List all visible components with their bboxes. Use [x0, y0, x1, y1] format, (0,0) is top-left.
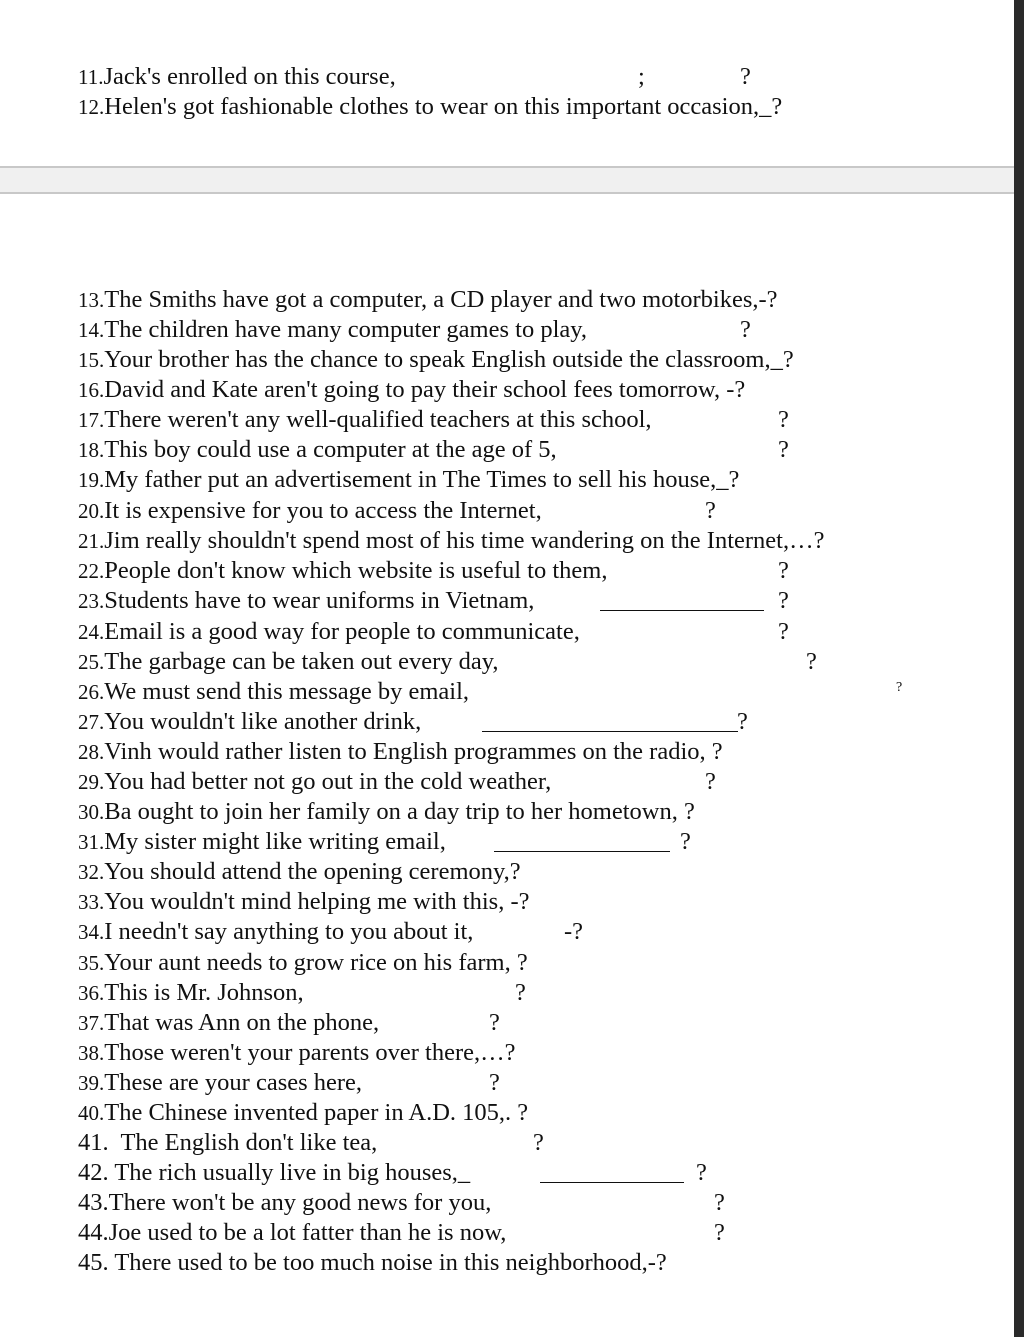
question-number: 34.: [78, 920, 105, 944]
question-mark: ?: [778, 618, 789, 645]
question-text: The children have many computer games to play,: [104, 316, 588, 343]
question-19: [78, 465, 739, 495]
question-40: [78, 1098, 528, 1128]
question-number: 19.: [78, 468, 105, 492]
answer-blank[interactable]: [494, 829, 670, 852]
question-number: 27.: [78, 710, 105, 734]
question-number: 41.: [78, 1129, 109, 1156]
question-14: [78, 315, 751, 345]
question-semicolon: ;: [638, 63, 645, 90]
question-27: [78, 707, 748, 737]
question-number: 21.: [78, 529, 105, 553]
question-number: 18.: [78, 438, 105, 462]
question-text: We must send this message by email,: [104, 678, 470, 705]
question-text: This is Mr. Johnson,: [104, 979, 304, 1006]
question-text: Your brother has the chance to speak English outside the classroom,_?: [104, 346, 794, 373]
question-number: 44.: [78, 1219, 109, 1246]
answer-blank[interactable]: [482, 709, 738, 732]
question-21: [78, 526, 824, 556]
question-29: [78, 767, 716, 797]
question-number: 43.: [78, 1189, 109, 1216]
question-mark: ?: [680, 828, 691, 855]
question-text: Vinh would rather listen to English programmes on the radio, ?: [104, 738, 723, 765]
question-text: This boy could use a computer at the age of 5,: [104, 436, 557, 463]
question-42: [78, 1158, 707, 1188]
question-text: Email is a good way for people to communicate,: [104, 618, 580, 645]
question-number: 26.: [78, 680, 105, 704]
question-16: [78, 375, 745, 405]
question-number: 11.: [78, 65, 104, 89]
question-20: [78, 496, 716, 526]
question-36: [78, 978, 526, 1008]
page-break: [0, 166, 1024, 194]
question-39: [78, 1068, 500, 1098]
question-text: People don't know which website is useful to them,: [104, 557, 608, 584]
question-number: 37.: [78, 1011, 105, 1035]
question-mark: ?: [778, 406, 789, 433]
question-37: [78, 1008, 500, 1038]
question-text: My sister might like writing email,: [104, 828, 446, 855]
question-number: 42.: [78, 1159, 109, 1186]
question-17: [78, 405, 789, 435]
window-edge: [1014, 0, 1024, 1337]
question-text: I needn't say anything to you about it,: [104, 918, 474, 945]
question-text: Joe used to be a lot fatter than he is now,: [108, 1219, 507, 1246]
question-38: [78, 1038, 515, 1068]
question-number: 40.: [78, 1101, 105, 1125]
question-number: 30.: [78, 800, 105, 824]
question-number: 14.: [78, 318, 105, 342]
question-number: 24.: [78, 620, 105, 644]
question-13: [78, 285, 778, 315]
question-mark: ?: [737, 708, 748, 735]
question-mark: ?: [696, 1159, 707, 1186]
question-mark: ?: [778, 587, 789, 614]
question-18: [78, 435, 789, 465]
question-text: The rich usually live in big houses,_: [114, 1159, 471, 1186]
question-mark: ?: [705, 497, 716, 524]
question-number: 15.: [78, 348, 105, 372]
question-text: The Smiths have got a computer, a CD player and two motorbikes,-?: [104, 286, 778, 313]
question-number: 29.: [78, 770, 105, 794]
question-text: Jack's enrolled on this course,: [103, 63, 396, 90]
question-mark: ?: [515, 979, 526, 1006]
question-34: [78, 917, 584, 947]
question-32: [78, 857, 521, 887]
question-mark: ?: [714, 1219, 725, 1246]
question-number: 23.: [78, 589, 105, 613]
question-31: [78, 827, 691, 857]
question-number: 22.: [78, 559, 105, 583]
question-mark: ?: [740, 316, 751, 343]
question-number: 36.: [78, 981, 105, 1005]
question-number: 35.: [78, 951, 105, 975]
question-number: 28.: [78, 740, 105, 764]
question-number: 13.: [78, 288, 105, 312]
question-number: 17.: [78, 408, 105, 432]
question-text: The English don't like tea,: [120, 1129, 378, 1156]
question-number: 20.: [78, 499, 105, 523]
question-text: These are your cases here,: [104, 1069, 363, 1096]
question-number: 31.: [78, 830, 105, 854]
question-22: [78, 556, 789, 586]
answer-blank[interactable]: [600, 588, 764, 611]
question-mark: -?: [564, 918, 584, 945]
question-mark: ?: [705, 768, 716, 795]
question-text: You wouldn't mind helping me with this, -?: [104, 888, 530, 915]
question-mark: ?: [489, 1009, 500, 1036]
question-number: 12.: [78, 95, 105, 119]
question-26: [78, 677, 903, 707]
question-number: 38.: [78, 1041, 105, 1065]
question-mark: ?: [533, 1129, 544, 1156]
question-text: There weren't any well-qualified teachers at this school,: [104, 406, 652, 433]
question-text: Jim really shouldn't spend most of his time wandering on the Internet,…?: [104, 527, 825, 554]
question-mark: ?: [489, 1069, 500, 1096]
question-text: You had better not go out in the cold weather,: [104, 768, 552, 795]
question-12: [78, 92, 782, 122]
question-text: There used to be too much noise in this neighborhood,-?: [114, 1249, 667, 1276]
question-41: [78, 1128, 544, 1158]
question-35: [78, 948, 528, 978]
question-28: [78, 737, 723, 767]
question-24: [78, 617, 789, 647]
question-43: [78, 1188, 725, 1218]
question-number: 39.: [78, 1071, 105, 1095]
question-text: There won't be any good news for you,: [108, 1189, 492, 1216]
question-text: You wouldn't like another drink,: [104, 708, 422, 735]
question-text: The Chinese invented paper in A.D. 105,. ?: [104, 1099, 529, 1126]
question-23: [78, 586, 789, 616]
question-number: 16.: [78, 378, 105, 402]
question-text: It is expensive for you to access the Internet,: [104, 497, 542, 524]
question-25: [78, 647, 817, 677]
question-text: Ba ought to join her family on a day trip to her hometown, ?: [104, 798, 695, 825]
question-number: 45.: [78, 1249, 109, 1276]
answer-blank[interactable]: [540, 1160, 684, 1183]
question-text: My father put an advertisement in The Times to sell his house,_?: [104, 466, 740, 493]
question-30: [78, 797, 695, 827]
question-mark: ?: [778, 557, 789, 584]
question-mark: ?: [896, 680, 903, 695]
question-text: Those weren't your parents over there,…?: [104, 1039, 516, 1066]
question-mark: ?: [806, 648, 817, 675]
question-number: 25.: [78, 650, 105, 674]
question-44: [78, 1218, 725, 1248]
question-text: David and Kate aren't going to pay their school fees tomorrow, -?: [104, 376, 746, 403]
question-text: Students have to wear uniforms in Vietnam,: [104, 587, 535, 614]
question-mark: ?: [740, 63, 751, 90]
question-number: 33.: [78, 890, 105, 914]
question-mark: ?: [714, 1189, 725, 1216]
question-text: You should attend the opening ceremony,?: [104, 858, 521, 885]
question-text: Helen's got fashionable clothes to wear on this important occasion,_?: [104, 93, 783, 120]
question-11: [78, 62, 751, 92]
question-text: The garbage can be taken out every day,: [104, 648, 499, 675]
question-33: [78, 887, 529, 917]
question-mark: ?: [778, 436, 789, 463]
question-text: That was Ann on the phone,: [104, 1009, 380, 1036]
question-15: [78, 345, 794, 375]
question-text: Your aunt needs to grow rice on his farm, ?: [104, 949, 528, 976]
question-45: [78, 1248, 667, 1278]
question-number: 32.: [78, 860, 105, 884]
